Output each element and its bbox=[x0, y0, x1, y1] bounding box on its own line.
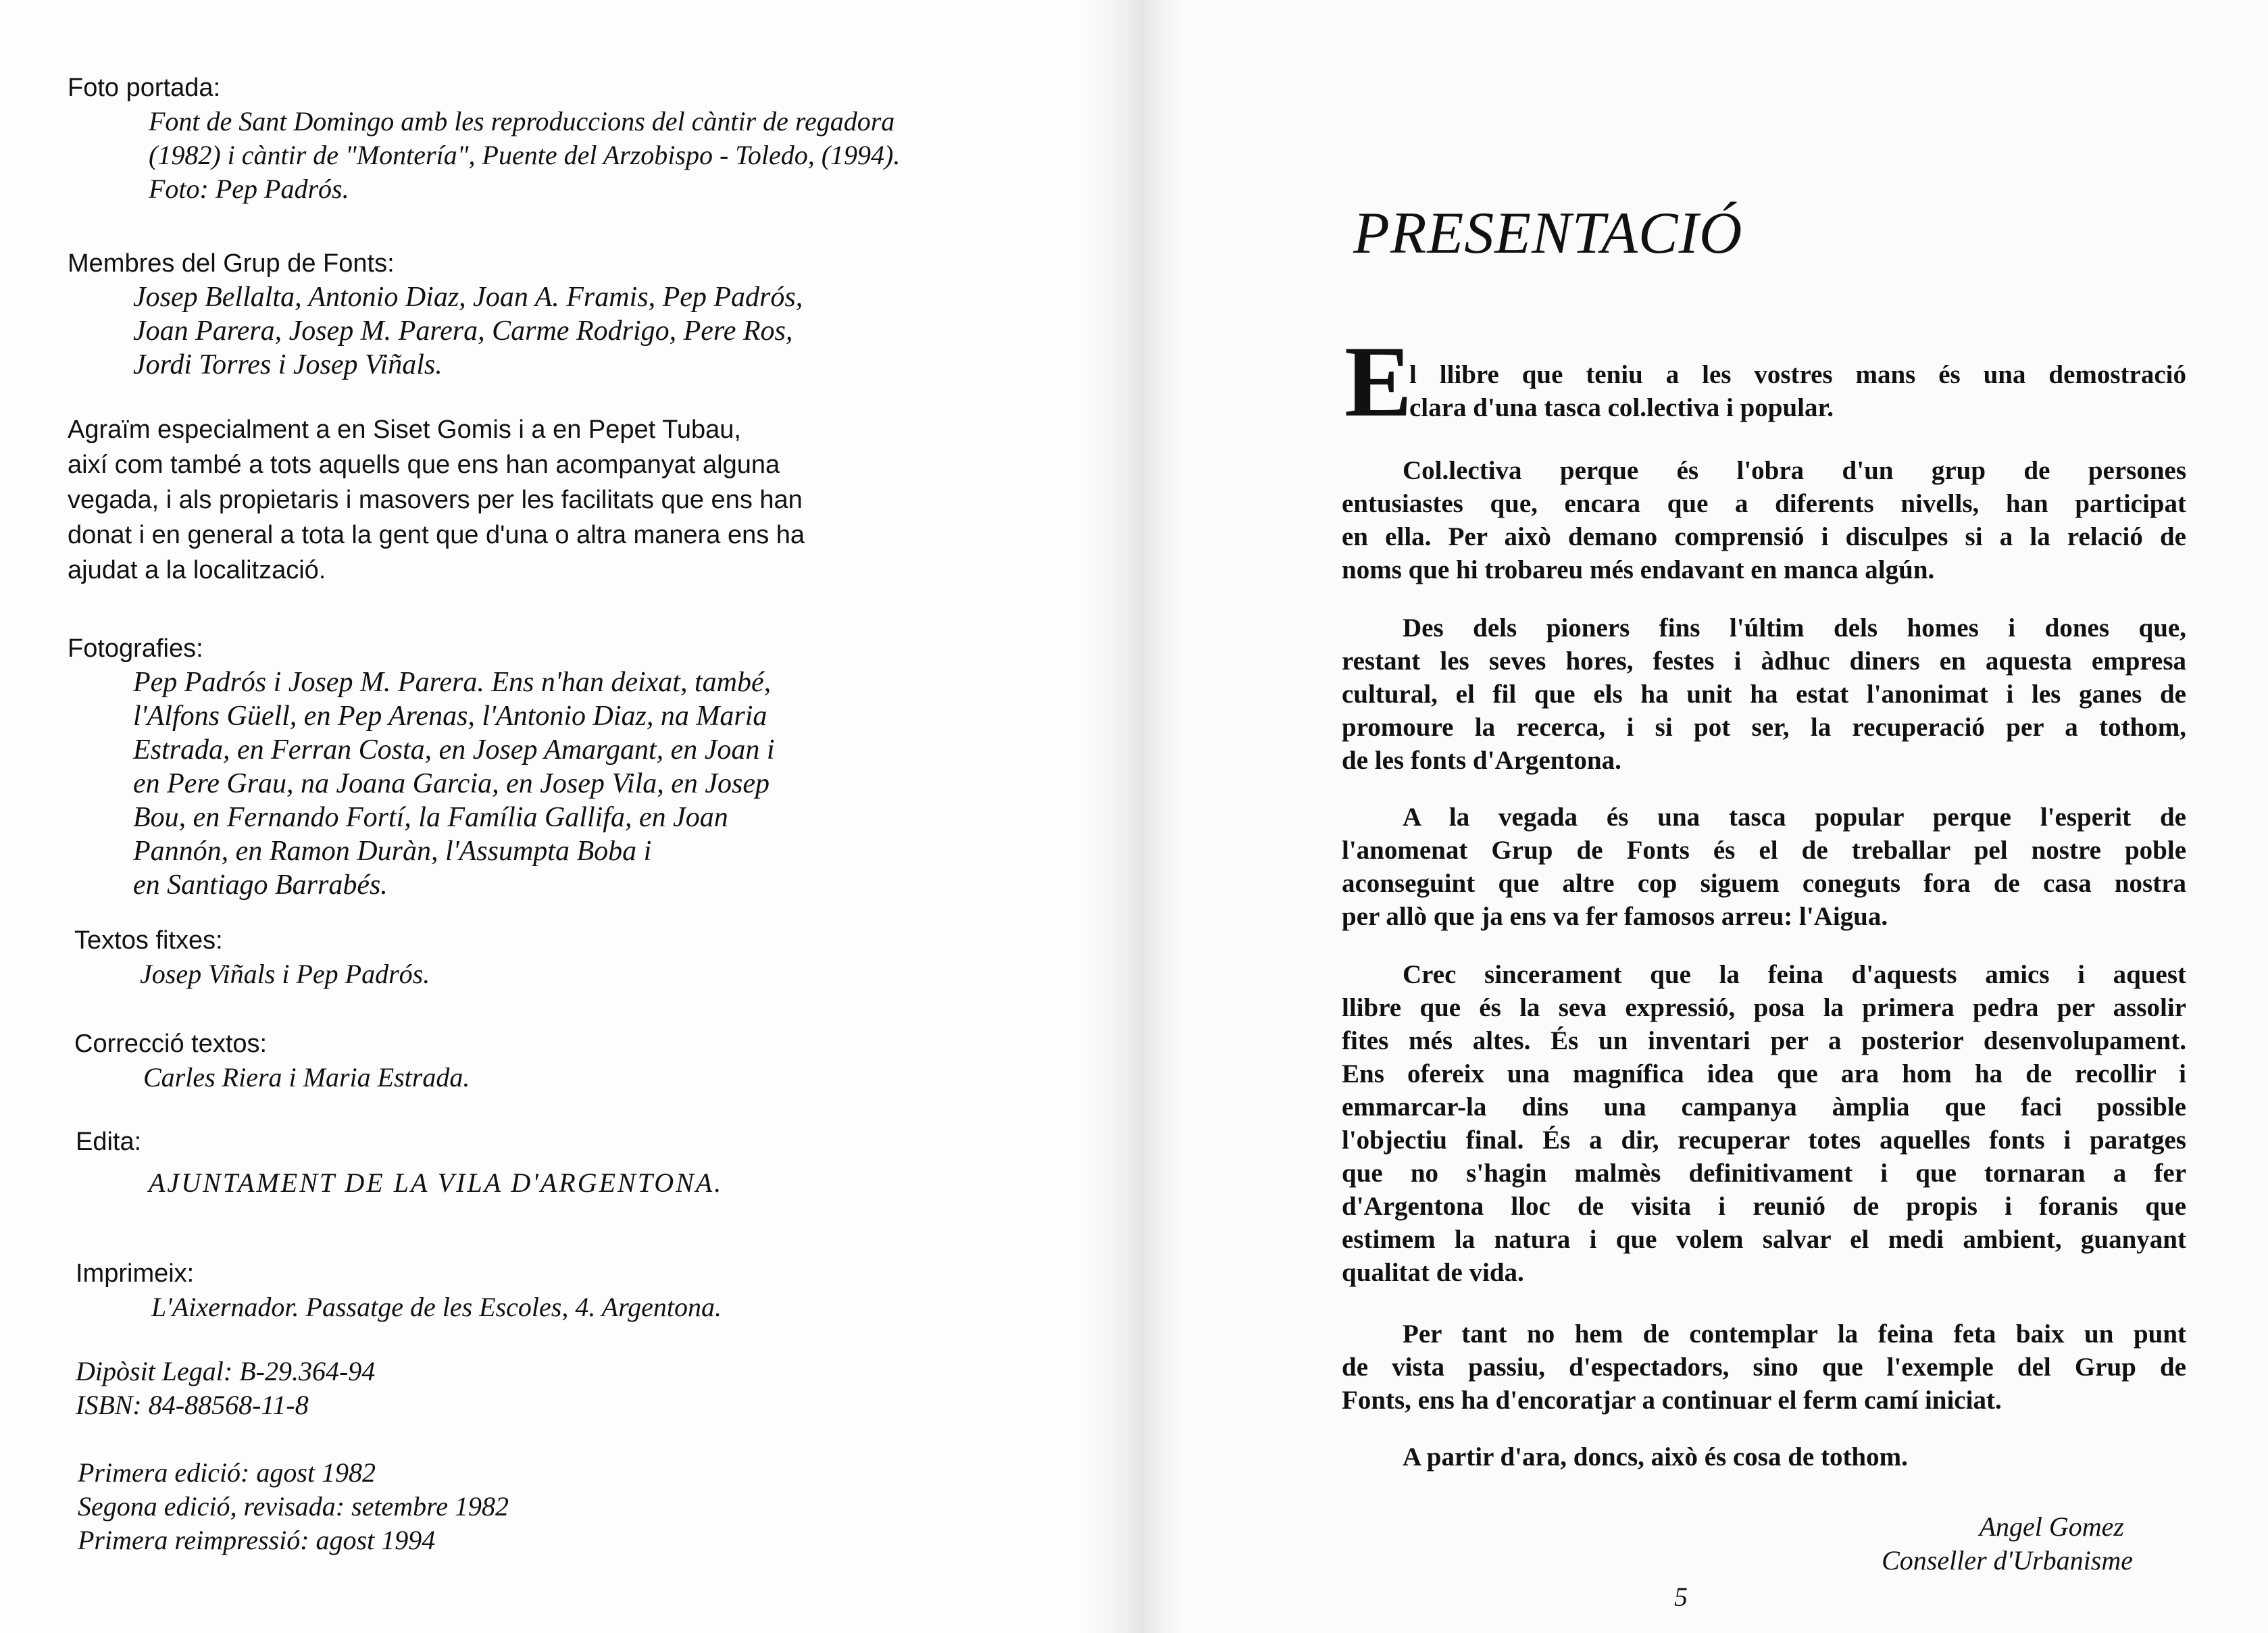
fixed-texts-section bbox=[74, 924, 430, 991]
photographs-label: Fotografies: bbox=[68, 634, 203, 663]
paragraph-line: A la vegada és una tasca popular perque l'esperit de bbox=[1403, 803, 2186, 832]
fixed-texts-value: Josep Viñals i Pep Padrós. bbox=[140, 959, 430, 989]
cover-photo-line: (1982) i càntir de "Montería", Puente del Arzobispo - Toledo, (1994). bbox=[149, 140, 901, 170]
editions-section bbox=[78, 1456, 509, 1557]
cover-photo-section bbox=[68, 71, 900, 206]
paragraph-line: Des dels pioners fins l'últim dels homes i dones que, bbox=[1403, 613, 2186, 643]
acknowledgements-line: Agraïm especialment a en Siset Gomis i a en Pepet Tubau, bbox=[68, 416, 741, 444]
paragraph-line: Crec sincerament que la feina d'aquests amics i aquest bbox=[1403, 960, 2186, 989]
book-gutter-shadow bbox=[1081, 0, 1182, 1633]
paragraph-line: cultural, el fil que els ha unit ha estat l'anonimat i les ganes de bbox=[1342, 680, 2186, 709]
paragraph-line: d'Argentona lloc de visita i reunió de propis i foranis que bbox=[1342, 1192, 2186, 1221]
paragraph-line: Per tant no hem de contemplar la feina feta baix un punt bbox=[1403, 1320, 2186, 1349]
paragraph-line: que no s'hagin malmès definitivament i que tornaran a fer bbox=[1342, 1159, 2186, 1188]
paragraph-line: llibre que és la seva expressió, posa la primera pedra per assolir bbox=[1342, 993, 2186, 1022]
members-line: Joan Parera, Josep M. Parera, Carme Rodrigo, Pere Ros, bbox=[133, 316, 793, 347]
paragraph-line: clara d'una tasca col.lectiva i popular. bbox=[1409, 393, 1834, 422]
edition-line: Segona edició, revisada: setembre 1982 bbox=[78, 1491, 509, 1522]
legal-deposit: Dipòsit Legal: B-29.364-94 bbox=[76, 1356, 376, 1386]
members-section bbox=[68, 247, 803, 382]
paragraph-2 bbox=[1342, 454, 2186, 586]
paragraph-line: restant les seves hores, festes i àdhuc diners en aquesta empresa bbox=[1342, 647, 2186, 676]
paragraph-line: qualitat de vida. bbox=[1342, 1258, 1524, 1287]
cover-photo-line: Foto: Pep Padrós. bbox=[149, 174, 349, 204]
paragraph-1 bbox=[1342, 358, 2186, 424]
cover-photo-label: Foto portada: bbox=[68, 74, 221, 102]
page-title: PRESENTACIÓ bbox=[1353, 201, 1743, 266]
paragraph-line: emmarcar-la dins una campanya àmplia que faci possible bbox=[1342, 1092, 2186, 1122]
paragraph-4 bbox=[1342, 801, 2186, 933]
paragraph-line: de vista passiu, d'espectadors, sino que l'exemple del Grup de bbox=[1342, 1353, 2186, 1382]
paragraph-line: A partir d'ara, doncs, això és cosa de tothom. bbox=[1403, 1442, 1908, 1472]
signature-role: Conseller d'Urbanisme bbox=[1882, 1545, 2133, 1576]
publisher-section bbox=[76, 1125, 723, 1199]
paragraph-line: Col.lectiva perque és l'obra d'un grup de persones bbox=[1403, 456, 2186, 485]
paragraph-line: l'objectiu final. És a dir, recuperar totes aquelles fonts i paratges bbox=[1342, 1126, 2186, 1155]
paragraph-line: en ella. Per això demano comprensió i disculpes si a la relació de bbox=[1342, 522, 2186, 551]
fixed-texts-label: Textos fitxes: bbox=[74, 926, 223, 955]
page-number: 5 bbox=[1674, 1582, 1688, 1612]
acknowledgements-line: vegada, i als propietaris i masovers per les facilitats que ens han bbox=[68, 486, 803, 514]
drop-cap: E bbox=[1344, 326, 1413, 438]
photographs-line: en Santiago Barrabés. bbox=[133, 870, 388, 901]
paragraph-5 bbox=[1342, 958, 2186, 1289]
isbn: ISBN: 84-88568-11-8 bbox=[76, 1390, 309, 1420]
printer-section bbox=[76, 1257, 722, 1324]
paragraph-line: noms que hi trobareu més endavant en manca algún. bbox=[1342, 555, 1935, 584]
publisher-label: Edita: bbox=[76, 1128, 142, 1156]
photographs-line: Pep Padrós i Josep M. Parera. Ens n'han deixat, també, bbox=[133, 667, 772, 698]
paragraph-7 bbox=[1342, 1440, 2186, 1474]
signature-name: Angel Gomez bbox=[1979, 1511, 2124, 1542]
members-line: Jordi Torres i Josep Viñals. bbox=[133, 349, 443, 380]
paragraph-line: entusiastes que, encara que a diferents nivells, han participat bbox=[1342, 489, 2186, 518]
photographs-line: Pannón, en Ramon Duràn, l'Assumpta Boba i bbox=[133, 836, 652, 867]
photographs-line: Estrada, en Ferran Costa, en Josep Amargant, en Joan i bbox=[133, 734, 775, 765]
photographs-line: en Pere Grau, na Joana Garcia, en Josep Vila, en Josep bbox=[133, 768, 770, 799]
paragraph-6 bbox=[1342, 1317, 2186, 1417]
correction-section bbox=[74, 1027, 470, 1095]
paragraph-line: Fonts, ens ha d'encoratjar a continuar el ferm camí iniciat. bbox=[1342, 1386, 2002, 1415]
acknowledgements-line: ajudat a la localització. bbox=[68, 556, 326, 584]
acknowledgements-line: donat i en general a tota la gent que d'una o altra manera ens ha bbox=[68, 521, 805, 549]
paragraph-line: l'anomenat Grup de Fonts és el de treballar pel nostre poble bbox=[1342, 836, 2186, 865]
photographs-line: l'Alfons Güell, en Pep Arenas, l'Antonio Diaz, na Maria bbox=[133, 701, 767, 732]
publisher-value: AJUNTAMENT DE LA VILA D'ARGENTONA. bbox=[149, 1167, 724, 1198]
legal-section bbox=[76, 1355, 375, 1422]
paragraph-line: per allò que ja ens va fer famosos arreu: l'Aigua. bbox=[1342, 902, 1888, 931]
paragraph-line: aconseguint que altre cop siguem coneguts fora de casa nostra bbox=[1342, 869, 2186, 898]
paragraph-3 bbox=[1342, 611, 2186, 777]
acknowledgements-line: així com també a tots aquells que ens han acompanyat alguna bbox=[68, 451, 780, 479]
printer-value: L'Aixernador. Passatge de les Escoles, 4. Argentona. bbox=[151, 1292, 722, 1322]
left-page bbox=[0, 0, 1115, 1633]
paragraph-line: l llibre que teniu a les vostres mans és una demostració bbox=[1409, 360, 2186, 389]
paragraph-line: estimem la natura i que volem salvar el medi ambient, guanyant bbox=[1342, 1225, 2186, 1254]
cover-photo-line: Font de Sant Domingo amb les reproduccions del càntir de regadora bbox=[149, 106, 895, 136]
printer-label: Imprimeix: bbox=[76, 1259, 195, 1288]
paragraph-line: Ens ofereix una magnífica idea que ara hom ha de recollir i bbox=[1342, 1059, 2186, 1088]
correction-value: Carles Riera i Maria Estrada. bbox=[143, 1062, 470, 1092]
photographs-line: Bou, en Fernando Fortí, la Família Gallifa, en Joan bbox=[133, 802, 728, 833]
members-line: Josep Bellalta, Antonio Diaz, Joan A. Framis, Pep Padrós, bbox=[133, 282, 803, 313]
paragraph-line: promoure la recerca, i si pot ser, la recuperació per a tothom, bbox=[1342, 713, 2186, 742]
paragraph-line: fites més altes. És un inventari per a posterior desenvolupament. bbox=[1342, 1026, 2186, 1055]
members-label: Membres del Grup de Fonts: bbox=[68, 249, 395, 278]
photographs-section bbox=[68, 632, 775, 902]
correction-label: Correcció textos: bbox=[74, 1030, 268, 1058]
acknowledgements-section bbox=[68, 412, 805, 588]
edition-line: Primera reimpressió: agost 1994 bbox=[78, 1525, 436, 1555]
paragraph-line: de les fonts d'Argentona. bbox=[1342, 746, 1621, 775]
edition-line: Primera edició: agost 1982 bbox=[78, 1457, 376, 1488]
